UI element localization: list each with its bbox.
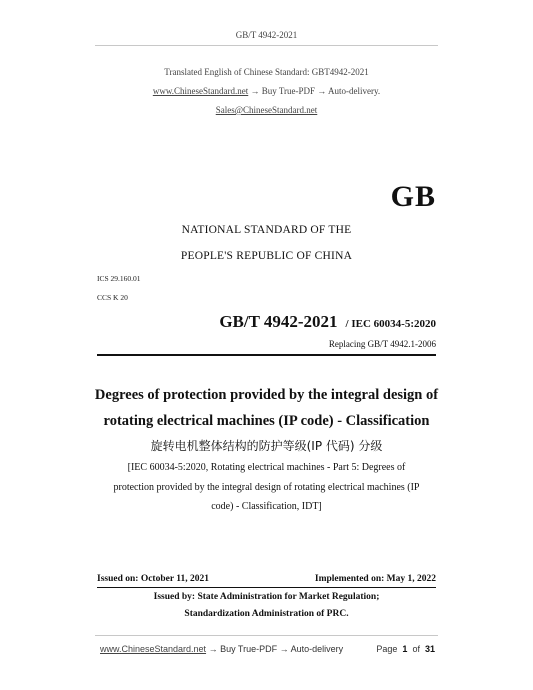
page-number: 1 bbox=[402, 644, 408, 654]
email-line bbox=[0, 105, 533, 115]
standard-number-line bbox=[219, 312, 436, 332]
issued-date: Issued on: October 11, 2021 bbox=[97, 574, 209, 584]
issuer-divider bbox=[97, 587, 436, 588]
standard-number: GB/T 4942-2021 bbox=[219, 312, 338, 331]
replacing-note: Replacing GB/T 4942.1-2006 bbox=[328, 339, 436, 349]
buy-text: → Buy True-PDF → Auto-delivery. bbox=[248, 86, 381, 96]
issued-by-line1: Issued by: State Administration for Market Regulation; bbox=[153, 592, 380, 602]
page-label: Page bbox=[376, 644, 398, 654]
national-standard-line1: NATIONAL STANDARD OF THE bbox=[181, 224, 352, 236]
footer-divider bbox=[95, 635, 438, 636]
of-label: of bbox=[412, 644, 420, 654]
iec-reference-line1: [IEC 60034-5:2020, Rotating electrical machines - Part 5: Degrees of bbox=[127, 462, 406, 473]
purchase-line bbox=[0, 86, 533, 96]
page-indicator bbox=[376, 644, 435, 654]
issued-by-line2: Standardization Administration of PRC. bbox=[184, 609, 349, 619]
title-line1: Degrees of protection provided by the integral design of bbox=[94, 387, 439, 403]
iec-equivalent: / IEC 60034-5:2020 bbox=[345, 318, 436, 330]
chinese-title: 旋转电机整体结构的防护等级(IP 代码) 分级 bbox=[150, 439, 383, 453]
translation-notice: Translated English of Chinese Standard: GBT4942-2021 bbox=[164, 67, 369, 77]
title-divider bbox=[97, 354, 436, 356]
ccs-code: CCS K 20 bbox=[97, 293, 128, 302]
email-link[interactable]: Sales@ChineseStandard.net bbox=[215, 105, 318, 115]
footer-buy-text: → Buy True-PDF → Auto-delivery bbox=[206, 644, 344, 654]
page-total: 31 bbox=[424, 644, 435, 654]
title-line2: rotating electrical machines (IP code) - Classification bbox=[103, 413, 430, 429]
national-standard-line2: PEOPLE'S REPUBLIC OF CHINA bbox=[180, 250, 353, 262]
site-link[interactable]: www.ChineseStandard.net bbox=[152, 86, 249, 96]
implemented-date: Implemented on: May 1, 2022 bbox=[314, 574, 436, 584]
running-header: GB/T 4942-2021 bbox=[235, 30, 298, 40]
footer-site-link[interactable]: www.ChineseStandard.net bbox=[100, 644, 207, 654]
gb-logo: GB bbox=[390, 180, 436, 213]
iec-reference-line2: protection provided by the integral design of rotating electrical machines (IP bbox=[113, 482, 420, 493]
footer-purchase-line bbox=[100, 644, 343, 654]
ics-code: ICS 29.160.01 bbox=[97, 274, 141, 283]
header-divider bbox=[95, 45, 438, 46]
iec-reference-line3: code) - Classification, IDT] bbox=[211, 501, 322, 512]
